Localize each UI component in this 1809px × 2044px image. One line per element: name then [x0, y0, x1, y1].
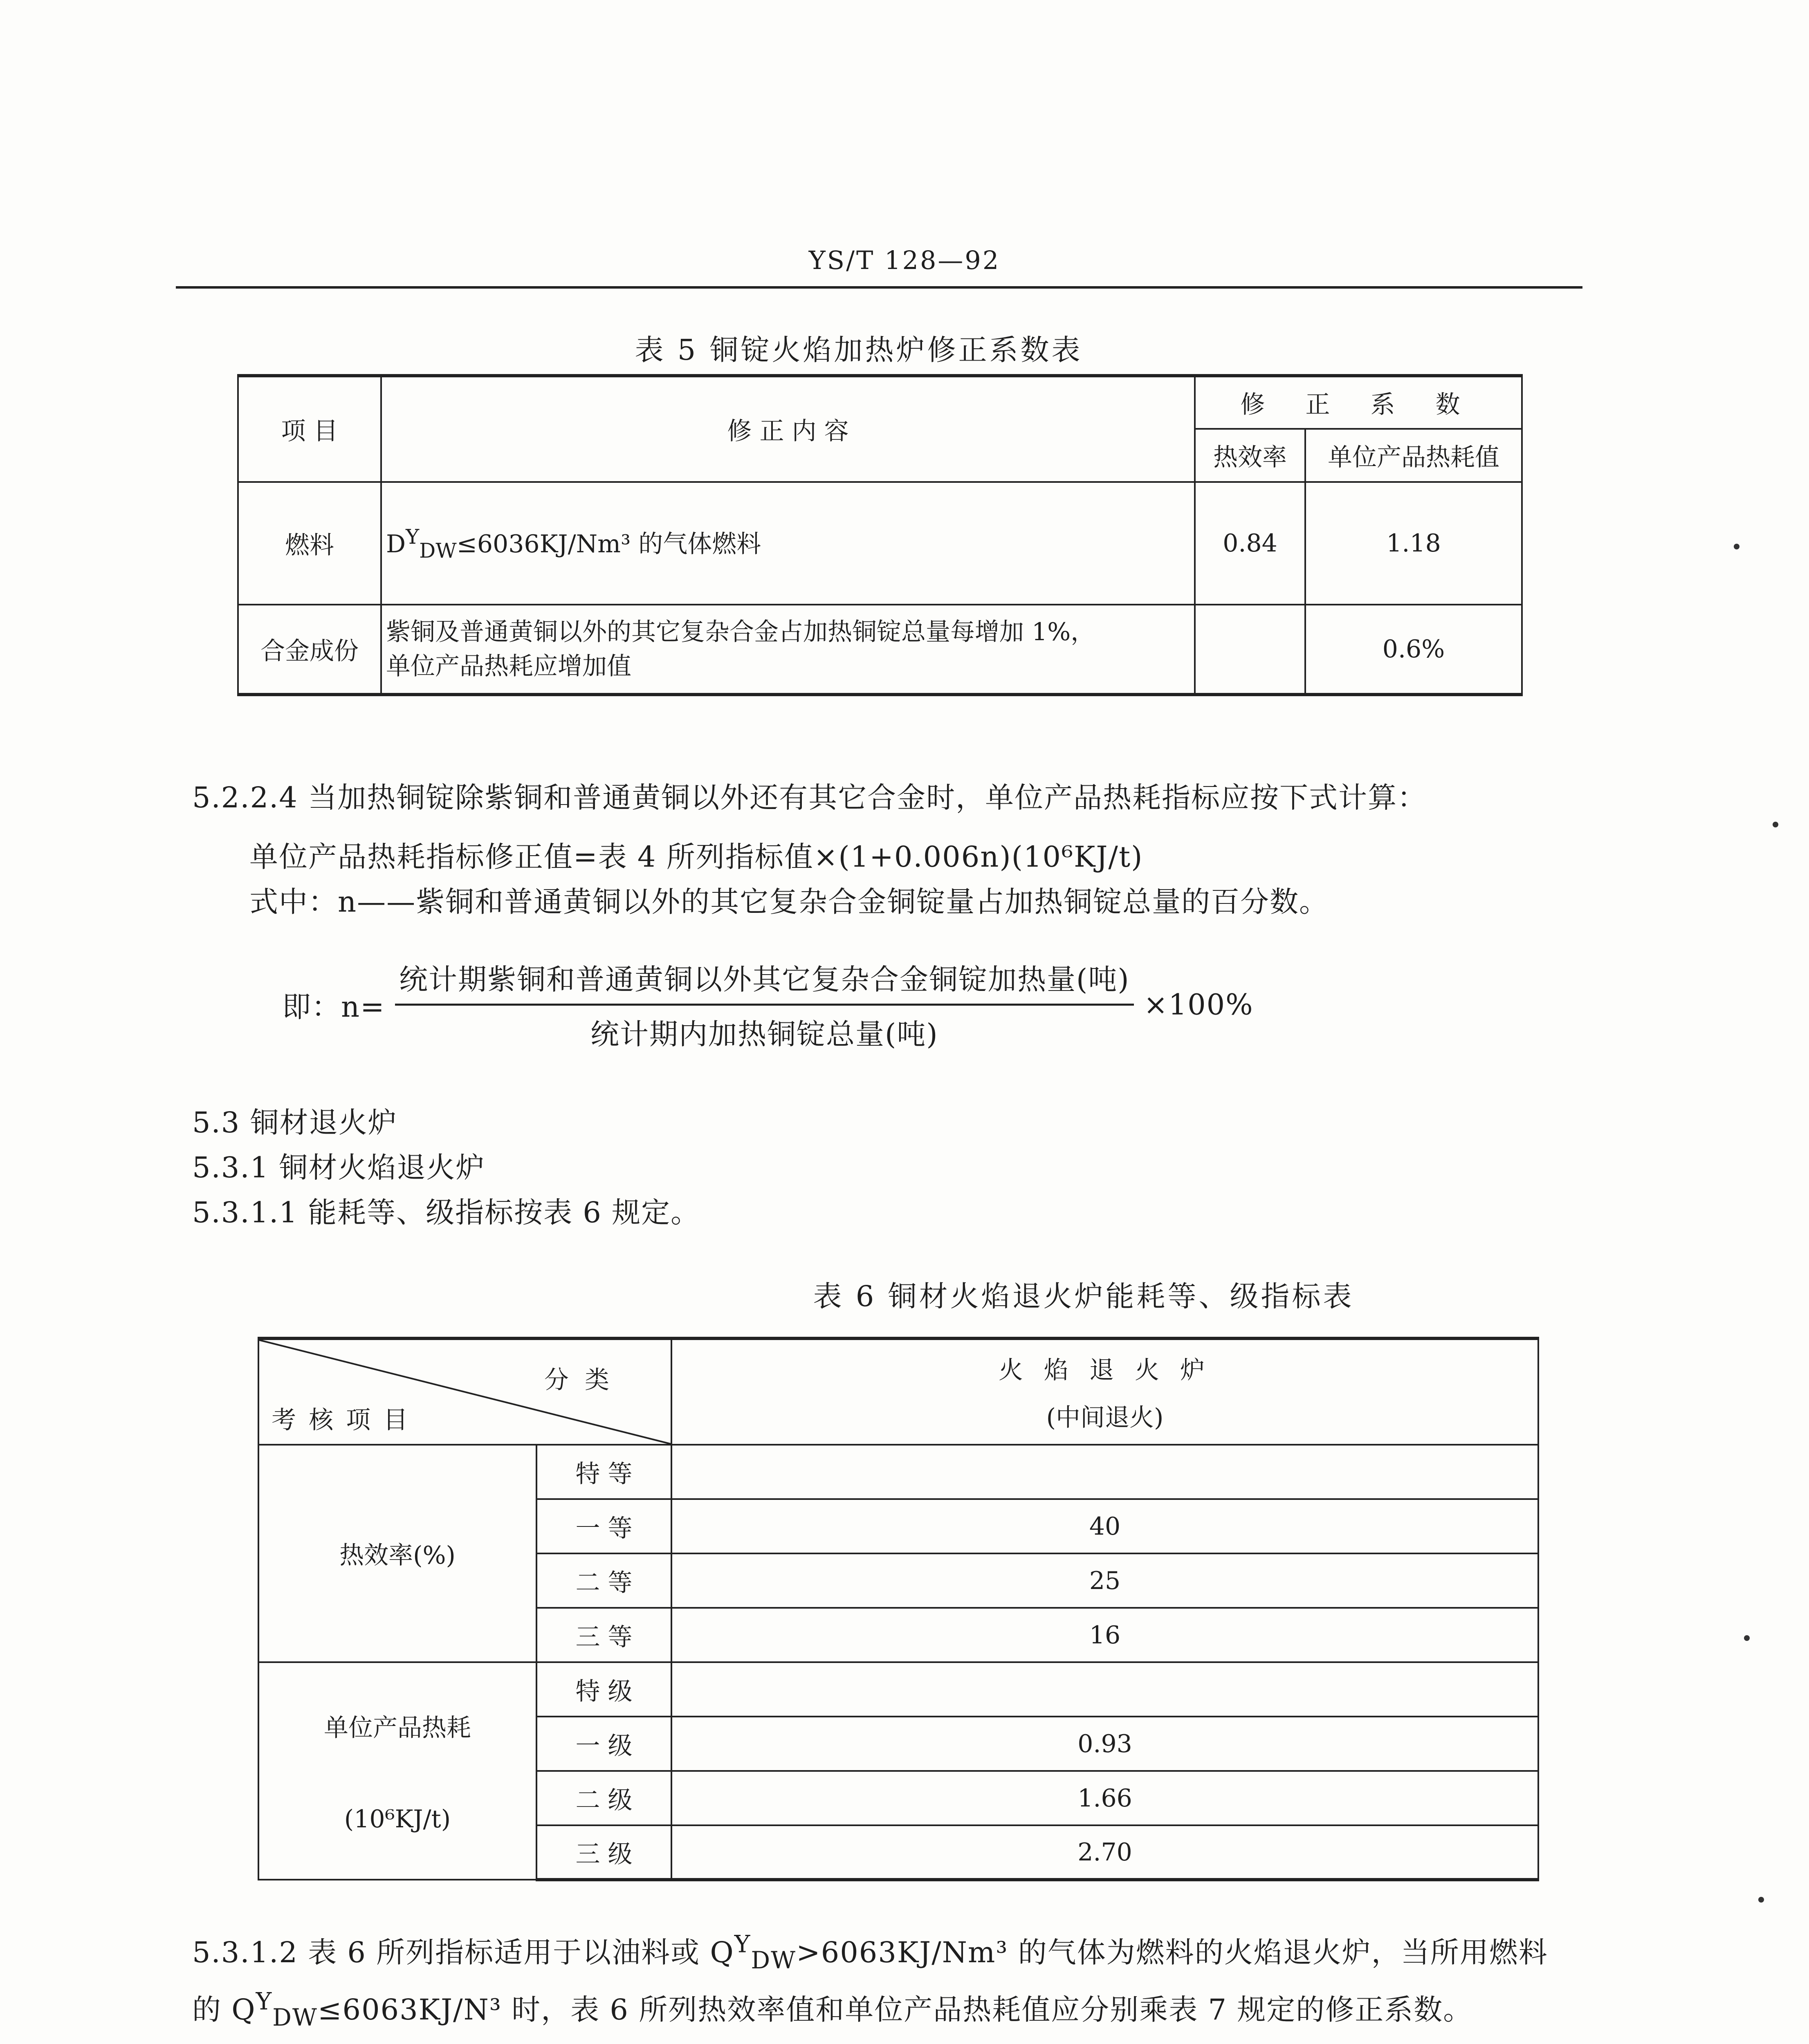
table6-g2-value-special — [671, 1662, 1538, 1717]
table6-col-main-title: 火 焰 退 火 炉 — [998, 1356, 1212, 1385]
scan-speck — [1773, 822, 1778, 827]
table6-g2-value-1: 0.93 — [671, 1717, 1538, 1771]
table5-col-heat: 单位产品热耗值 — [1305, 429, 1522, 482]
scan-speck — [1744, 1635, 1750, 1641]
table6-g2-grade-3: 三 级 — [536, 1825, 671, 1880]
table6-g2-grade-special: 特 级 — [536, 1662, 671, 1717]
table6-col-main — [671, 1338, 1538, 1445]
table6-diagonal-header — [258, 1338, 671, 1445]
table6-g2-value-3: 2.70 — [671, 1825, 1538, 1880]
table6-g2-value-2: 1.66 — [671, 1771, 1538, 1825]
table6-diag-top: 分 类 — [544, 1366, 613, 1394]
table6-g1-value-special — [671, 1445, 1538, 1499]
table6-g2-grade-2: 二 级 — [536, 1771, 671, 1825]
formula-lead: 即：n= — [282, 990, 385, 1024]
formula-tail: ×100% — [1143, 988, 1254, 1022]
table5-col-content: 修 正 内 容 — [381, 376, 1195, 482]
table5-row1-eff: 0.84 — [1195, 482, 1305, 605]
table6-group2-label-l1: 单位产品热耗 — [324, 1714, 471, 1742]
table5-row1-heat: 1.18 — [1305, 482, 1522, 605]
document-header: YS/T 128—92 — [808, 245, 1001, 275]
table6-col-main-sub: (中间退火) — [1046, 1403, 1164, 1432]
clause-5224-line3: 式中：n——紫铜和普通黄铜以外的其它复杂合金铜锭量占加热铜锭总量的百分数。 — [249, 885, 1329, 919]
table5-col-item: 项 目 — [238, 376, 381, 482]
formula-denominator: 统计期内加热铜锭总量(吨) — [590, 1018, 938, 1051]
scan-speck — [1734, 544, 1739, 549]
clause-531: 5.3.1 铜材火焰退火炉 — [192, 1151, 485, 1184]
table6-caption: 表 6 铜材火焰退火炉能耗等、级指标表 — [813, 1280, 1354, 1313]
header-rule — [176, 286, 1582, 289]
table5-row1-content: $D^Y_{DW}\le 6036KJ$/Nm³ 的气体燃料 — [381, 482, 1195, 605]
table6 — [258, 1337, 1539, 1881]
table5 — [237, 374, 1523, 696]
table6-g1-grade-special: 特 等 — [536, 1445, 671, 1499]
table6-diag-bottom: 考 核 项 目 — [272, 1406, 411, 1434]
table5-caption: 表 5 铜锭火焰加热炉修正系数表 — [635, 333, 1083, 367]
table5-col-coef: 修 正 系 数 — [1195, 376, 1522, 429]
table6-g1-value-3: 16 — [671, 1608, 1538, 1662]
table5-col-eff: 热效率 — [1195, 429, 1305, 482]
table5-row2-content: 紫铜及普通黄铜以外的其它复杂合金占加热铜锭总量每增加 1%， 单位产品热耗应增加值 — [381, 605, 1195, 695]
clause-53: 5.3 铜材退火炉 — [192, 1106, 397, 1139]
clause-5311: 5.3.1.1 能耗等、级指标按表 6 规定。 — [192, 1196, 700, 1229]
table5-row2-heat: 0.6% — [1305, 605, 1522, 695]
formula-numerator: 统计期紫铜和普通黄铜以外其它复杂合金铜锭加热量(吨) — [395, 957, 1134, 1006]
table6-g1-value-2: 25 — [671, 1553, 1538, 1608]
formula — [282, 957, 1254, 1053]
table6-group1-label: 热效率(%) — [258, 1445, 536, 1662]
clause-5224-line1: 5.2.2.4 当加热铜锭除紫铜和普通黄铜以外还有其它合金时，单位产品热耗指标应按下式计算： — [192, 781, 1427, 814]
formula-fraction — [395, 957, 1134, 1053]
clause-5312-line2: 的 $Q^Y_{DW}\le 6063KJ/N^3$ 时，表 6 所列热效率值和单位产品热耗值应分别乘表 7 规定的修正系数。 — [192, 1987, 1473, 2031]
table5-row2-item: 合金成份 — [238, 605, 381, 695]
scan-speck — [1758, 1897, 1764, 1903]
table6-g2-grade-1: 一 级 — [536, 1717, 671, 1771]
table5-row2-eff — [1195, 605, 1305, 695]
table6-group2-label — [258, 1662, 536, 1880]
table6-group2-label-l2: (10⁶KJ/t) — [344, 1805, 451, 1833]
clause-5312-line1: 5.3.1.2 表 6 所列指标适用于以油料或 $Q^Y_{DW}>6063KJ$/Nm³ 的气体为燃料的火焰退火炉，当所用燃料 — [192, 1930, 1548, 1974]
table5-row1-item: 燃料 — [238, 482, 381, 605]
table6-g1-grade-1: 一 等 — [536, 1499, 671, 1553]
table6-g1-grade-2: 二 等 — [536, 1553, 671, 1608]
table6-g1-value-1: 40 — [671, 1499, 1538, 1553]
clause-5224-line2: 单位产品热耗指标修正值=表 4 所列指标值×(1+0.006n)(10⁶KJ/t) — [249, 840, 1143, 874]
table6-g1-grade-3: 三 等 — [536, 1608, 671, 1662]
